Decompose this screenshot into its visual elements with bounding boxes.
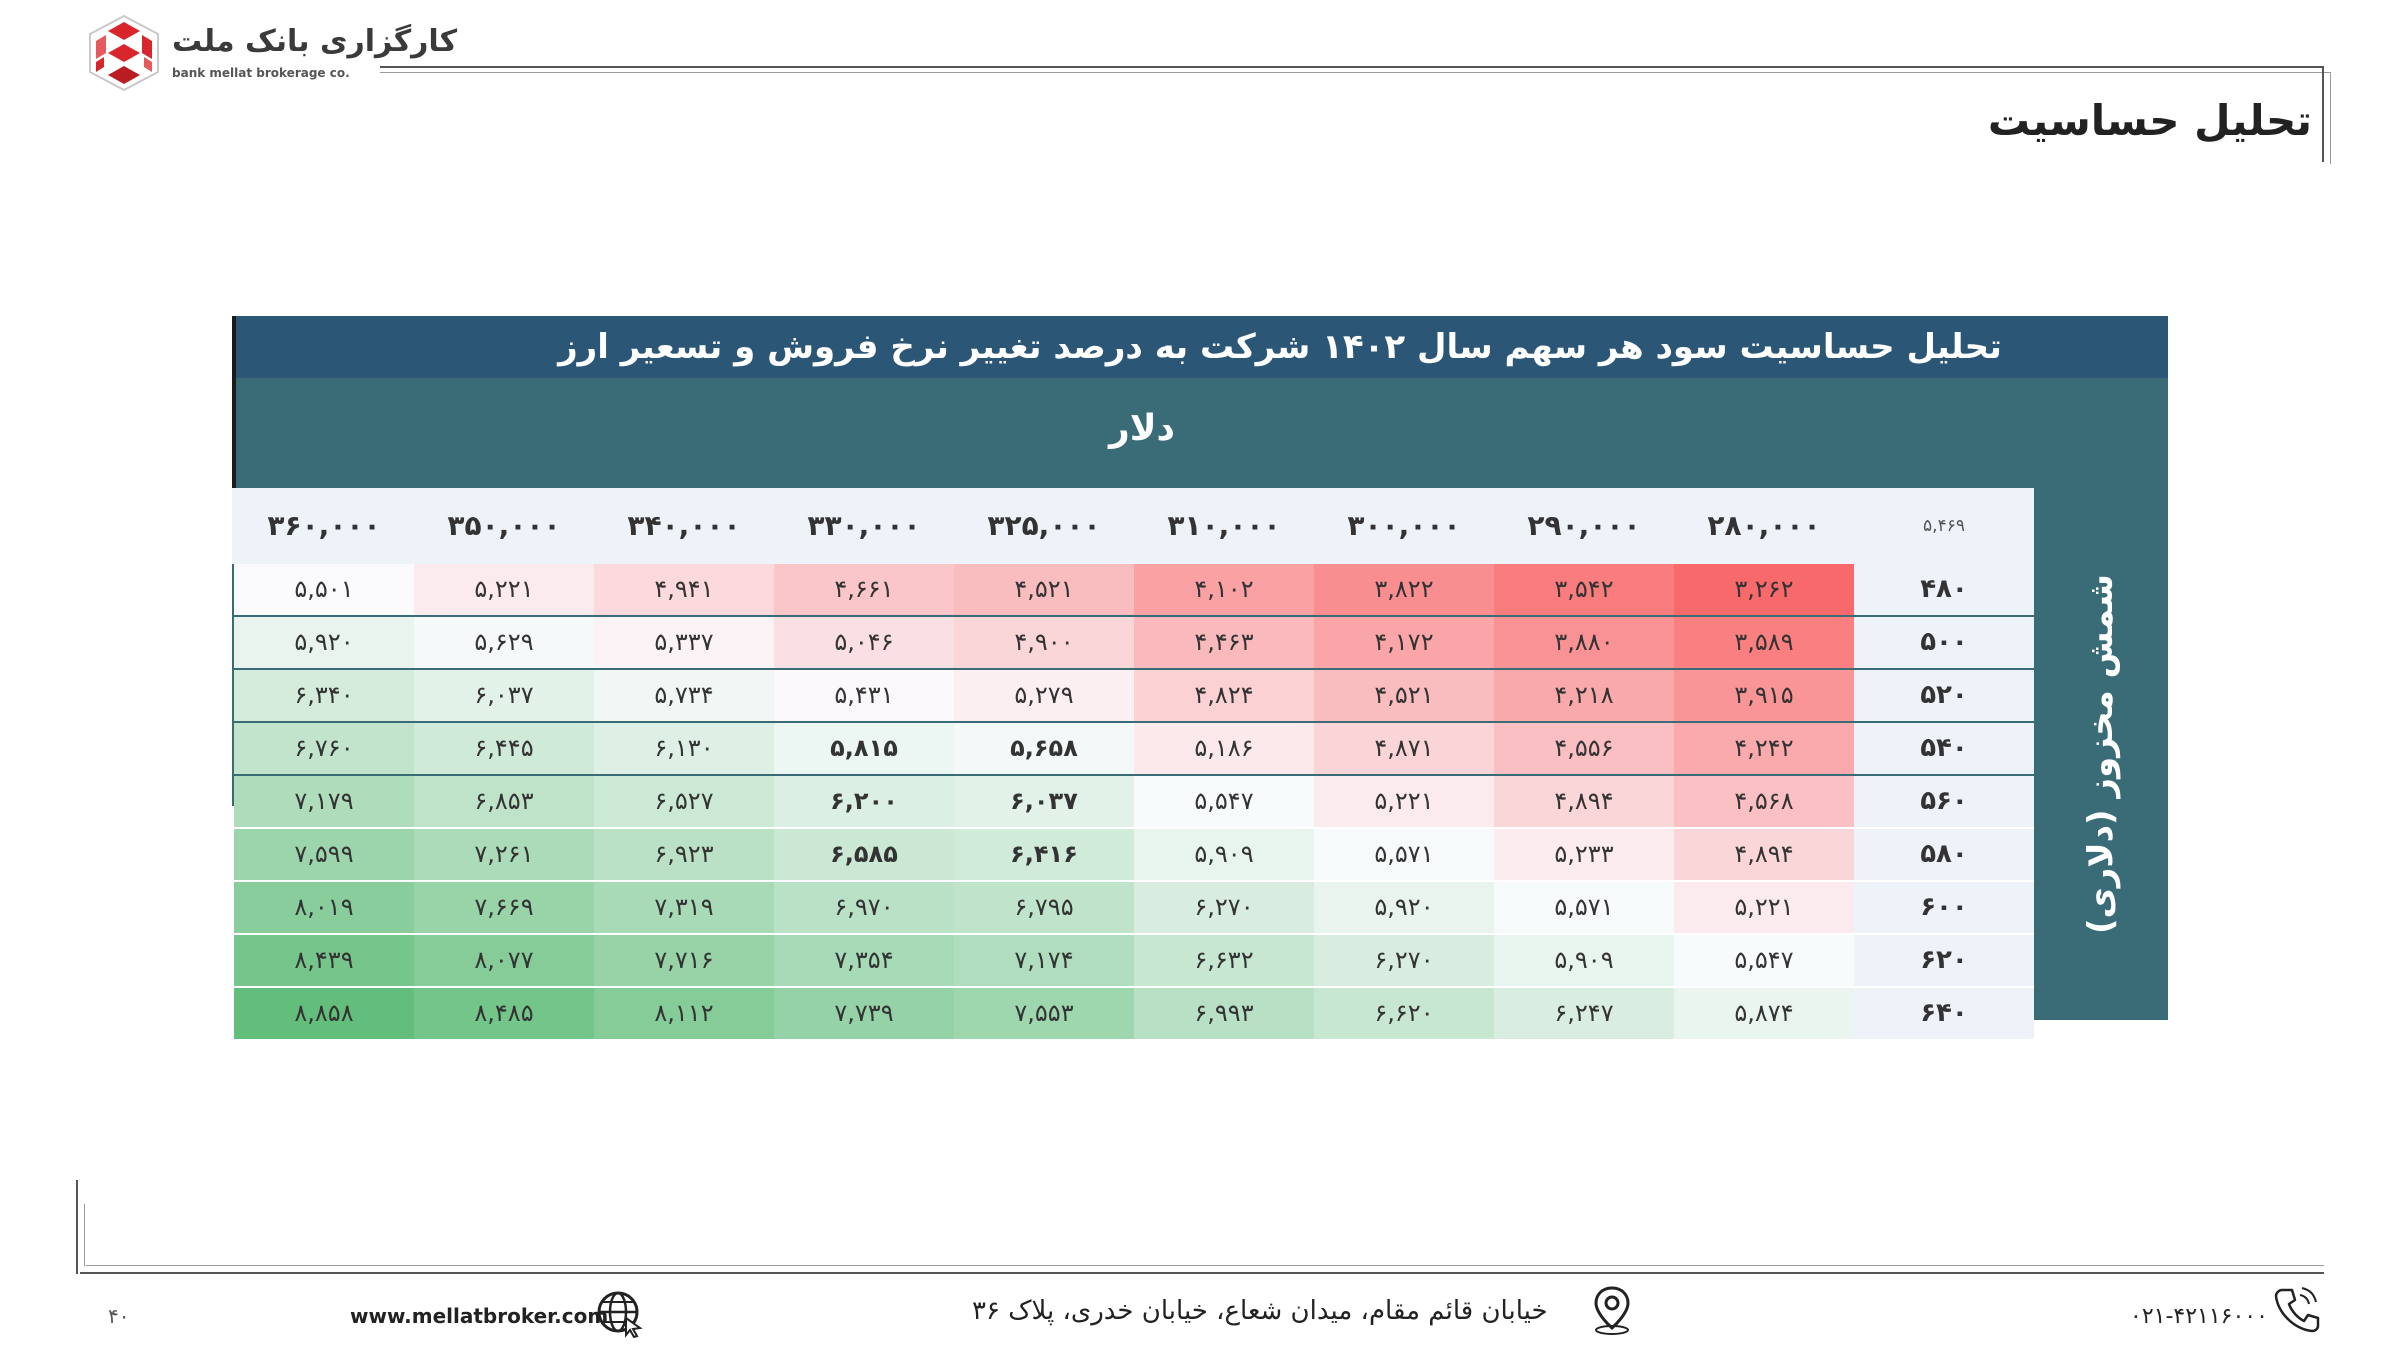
logo-text-fa: کارگزاری بانک ملت xyxy=(172,24,458,59)
heatmap-cell: ۴,۵۶۸ xyxy=(1674,776,1854,827)
heatmap-cell: ۴,۱۷۲ xyxy=(1314,617,1494,668)
column-header: ۳۱۰,۰۰۰ xyxy=(1167,509,1281,542)
heatmap-cell: ۵,۲۲۱ xyxy=(1314,776,1494,827)
heatmap-cell: ۵,۵۷۱ xyxy=(1314,829,1494,880)
table-left-accent xyxy=(232,316,236,488)
globe-icon xyxy=(596,1290,644,1338)
heatmap-cell: ۵,۳۳۷ xyxy=(594,617,774,668)
heatmap-cell: ۴,۵۵۶ xyxy=(1494,723,1674,774)
footer-divider-2 xyxy=(86,1265,2324,1266)
column-header: ۳۵۰,۰۰۰ xyxy=(447,509,561,542)
heatmap-cell: ۳,۵۸۹ xyxy=(1674,617,1854,668)
heatmap-cell: ۵,۵۰۱ xyxy=(234,564,414,615)
heatmap-cell: ۴,۴۶۳ xyxy=(1134,617,1314,668)
heatmap-cell: ۴,۱۰۲ xyxy=(1134,564,1314,615)
column-group-label: دلار xyxy=(1108,408,1175,449)
footer-left-rule-2 xyxy=(84,1204,85,1266)
heatmap-cell: ۶,۸۵۳ xyxy=(414,776,594,827)
column-header: ۲۸۰,۰۰۰ xyxy=(1707,509,1821,542)
heatmap-cell: ۶,۳۴۰ xyxy=(234,670,414,721)
heatmap-cell: ۵,۵۴۷ xyxy=(1134,776,1314,827)
heatmap-cell: ۸,۰۷۷ xyxy=(414,935,594,986)
row-header: ۶۰۰ xyxy=(1854,882,2034,933)
heatmap-cell: ۶,۰۳۷ xyxy=(414,670,594,721)
heatmap-cell: ۶,۱۳۰ xyxy=(594,723,774,774)
heatmap-cell: ۷,۳۵۴ xyxy=(774,935,954,986)
row-header: ۵۶۰ xyxy=(1854,776,2034,827)
heatmap-cell: ۶,۹۲۳ xyxy=(594,829,774,880)
base-value-cell: ۵,۴۶۹ xyxy=(1923,516,1965,536)
location-pin-icon xyxy=(1588,1284,1636,1336)
heatmap-cell: ۶,۷۹۵ xyxy=(954,882,1134,933)
column-header-row xyxy=(232,488,2034,564)
heatmap-cell: ۵,۹۰۹ xyxy=(1134,829,1314,880)
column-header: ۳۳۰,۰۰۰ xyxy=(807,509,921,542)
heatmap-cell: ۴,۸۹۴ xyxy=(1674,829,1854,880)
page-number: ۴۰ xyxy=(108,1304,130,1328)
row-header: ۵۰۰ xyxy=(1854,617,2034,668)
row-header: ۵۲۰ xyxy=(1854,670,2034,721)
row-group-label: شمش مخزوز (دلاری) xyxy=(2081,574,2121,934)
heatmap-cell: ۶,۹۹۳ xyxy=(1134,988,1314,1039)
heatmap-cell: ۶,۶۲۰ xyxy=(1314,988,1494,1039)
heatmap-cell: ۳,۹۱۵ xyxy=(1674,670,1854,721)
heatmap-cell: ۵,۹۰۹ xyxy=(1494,935,1674,986)
heatmap-cell: ۸,۸۵۸ xyxy=(234,988,414,1039)
column-header: ۳۶۰,۰۰۰ xyxy=(267,509,381,542)
heatmap-cell: ۶,۵۸۵ xyxy=(774,829,954,880)
footer-divider xyxy=(80,1272,2324,1274)
heatmap-cell: ۵,۴۳۱ xyxy=(774,670,954,721)
heatmap-cell: ۷,۱۷۹ xyxy=(234,776,414,827)
row-header: ۵۸۰ xyxy=(1854,829,2034,880)
heatmap-cell: ۴,۸۷۱ xyxy=(1314,723,1494,774)
heatmap-cell: ۵,۵۷۱ xyxy=(1494,882,1674,933)
phone-number[interactable]: ۰۲۱-۴۲۱۱۶۰۰۰ xyxy=(2130,1304,2268,1329)
heatmap-cell: ۶,۵۲۷ xyxy=(594,776,774,827)
heatmap-cell: ۵,۱۸۶ xyxy=(1134,723,1314,774)
heatmap-cell: ۶,۴۱۶ xyxy=(954,829,1134,880)
heatmap-cell: ۳,۸۲۲ xyxy=(1314,564,1494,615)
heatmap-cell: ۵,۶۵۸ xyxy=(954,723,1134,774)
brand-logo xyxy=(84,14,458,92)
heatmap-cell: ۶,۰۳۷ xyxy=(954,776,1134,827)
heatmap-cell: ۶,۲۰۰ xyxy=(774,776,954,827)
heatmap-cell: ۸,۴۸۵ xyxy=(414,988,594,1039)
address-text: خیابان قائم مقام، میدان شعاع، خیابان خدری، پلاک ۳۶ xyxy=(972,1296,1548,1326)
heatmap-cell: ۵,۲۲۱ xyxy=(414,564,594,615)
column-header: ۳۲۵,۰۰۰ xyxy=(987,509,1101,542)
heatmap-cell: ۶,۲۴۷ xyxy=(1494,988,1674,1039)
heatmap-cell: ۴,۸۲۴ xyxy=(1134,670,1314,721)
heatmap-cell: ۴,۶۶۱ xyxy=(774,564,954,615)
heatmap-cell: ۵,۵۴۷ xyxy=(1674,935,1854,986)
heatmap-cell: ۵,۷۳۴ xyxy=(594,670,774,721)
website-link[interactable]: www.mellatbroker.com xyxy=(350,1304,609,1328)
heatmap-cell: ۴,۲۴۲ xyxy=(1674,723,1854,774)
heatmap-cell: ۷,۲۶۱ xyxy=(414,829,594,880)
heatmap-cell: ۴,۵۲۱ xyxy=(954,564,1134,615)
heatmap-cell: ۳,۸۸۰ xyxy=(1494,617,1674,668)
column-header: ۲۹۰,۰۰۰ xyxy=(1527,509,1641,542)
heatmap-cell: ۵,۲۲۱ xyxy=(1674,882,1854,933)
header-divider xyxy=(380,66,2324,68)
heatmap-cell: ۳,۲۶۲ xyxy=(1674,564,1854,615)
heatmap-cell: ۵,۸۷۴ xyxy=(1674,988,1854,1039)
header-right-rule-2 xyxy=(2330,72,2331,164)
heatmap-cell: ۵,۶۲۹ xyxy=(414,617,594,668)
row-header: ۵۴۰ xyxy=(1854,723,2034,774)
heatmap-cell: ۷,۶۶۹ xyxy=(414,882,594,933)
heatmap-cell: ۷,۷۱۶ xyxy=(594,935,774,986)
heatmap-cell: ۷,۵۵۳ xyxy=(954,988,1134,1039)
header-right-rule xyxy=(2322,66,2324,162)
heatmap-cell: ۴,۸۹۴ xyxy=(1494,776,1674,827)
heatmap-cell: ۷,۷۳۹ xyxy=(774,988,954,1039)
heatmap-cell: ۵,۰۴۶ xyxy=(774,617,954,668)
sensitivity-table xyxy=(232,316,2168,1028)
heatmap-cell: ۴,۲۱۸ xyxy=(1494,670,1674,721)
heatmap-cell: ۵,۲۷۹ xyxy=(954,670,1134,721)
heatmap-cell: ۵,۸۱۵ xyxy=(774,723,954,774)
heatmap-cell: ۶,۲۷۰ xyxy=(1314,935,1494,986)
column-header: ۳۴۰,۰۰۰ xyxy=(627,509,741,542)
heatmap-cell: ۴,۹۰۰ xyxy=(954,617,1134,668)
heatmap-cell: ۸,۱۱۲ xyxy=(594,988,774,1039)
heatmap-cell: ۶,۶۳۲ xyxy=(1134,935,1314,986)
heatmap-cell: ۵,۹۲۰ xyxy=(1314,882,1494,933)
heatmap-cell: ۶,۹۷۰ xyxy=(774,882,954,933)
row-header: ۴۸۰ xyxy=(1854,564,2034,615)
heatmap-cell: ۷,۵۹۹ xyxy=(234,829,414,880)
table-title: تحلیل حساسیت سود هر سهم سال ۱۴۰۲ شرکت به درصد تغییر نرخ فروش و تسعیر ارز xyxy=(232,316,2168,378)
heatmap-cell: ۳,۵۴۲ xyxy=(1494,564,1674,615)
column-header: ۳۰۰,۰۰۰ xyxy=(1347,509,1461,542)
footer-left-rule xyxy=(76,1180,78,1274)
row-header: ۶۲۰ xyxy=(1854,935,2034,986)
row-header: ۶۴۰ xyxy=(1854,988,2034,1039)
heatmap-cell: ۶,۷۶۰ xyxy=(234,723,414,774)
logo-text-en: bank mellat brokerage co. xyxy=(172,66,350,80)
heatmap-cell: ۷,۱۷۴ xyxy=(954,935,1134,986)
logo-mark-icon xyxy=(84,14,164,92)
heatmap-cell: ۴,۹۴۱ xyxy=(594,564,774,615)
page-title: تحلیل حساسیت xyxy=(1987,96,2312,145)
heatmap-cell: ۴,۵۲۱ xyxy=(1314,670,1494,721)
heatmap-cell: ۶,۴۴۵ xyxy=(414,723,594,774)
header-divider-2 xyxy=(380,72,2330,73)
heatmap-cell: ۸,۰۱۹ xyxy=(234,882,414,933)
phone-icon xyxy=(2272,1284,2320,1334)
heatmap-cell: ۵,۹۲۰ xyxy=(234,617,414,668)
heatmap-cell: ۸,۴۳۹ xyxy=(234,935,414,986)
heatmap-cell: ۶,۲۷۰ xyxy=(1134,882,1314,933)
heatmap-cell: ۵,۲۳۳ xyxy=(1494,829,1674,880)
heatmap-cell: ۷,۳۱۹ xyxy=(594,882,774,933)
